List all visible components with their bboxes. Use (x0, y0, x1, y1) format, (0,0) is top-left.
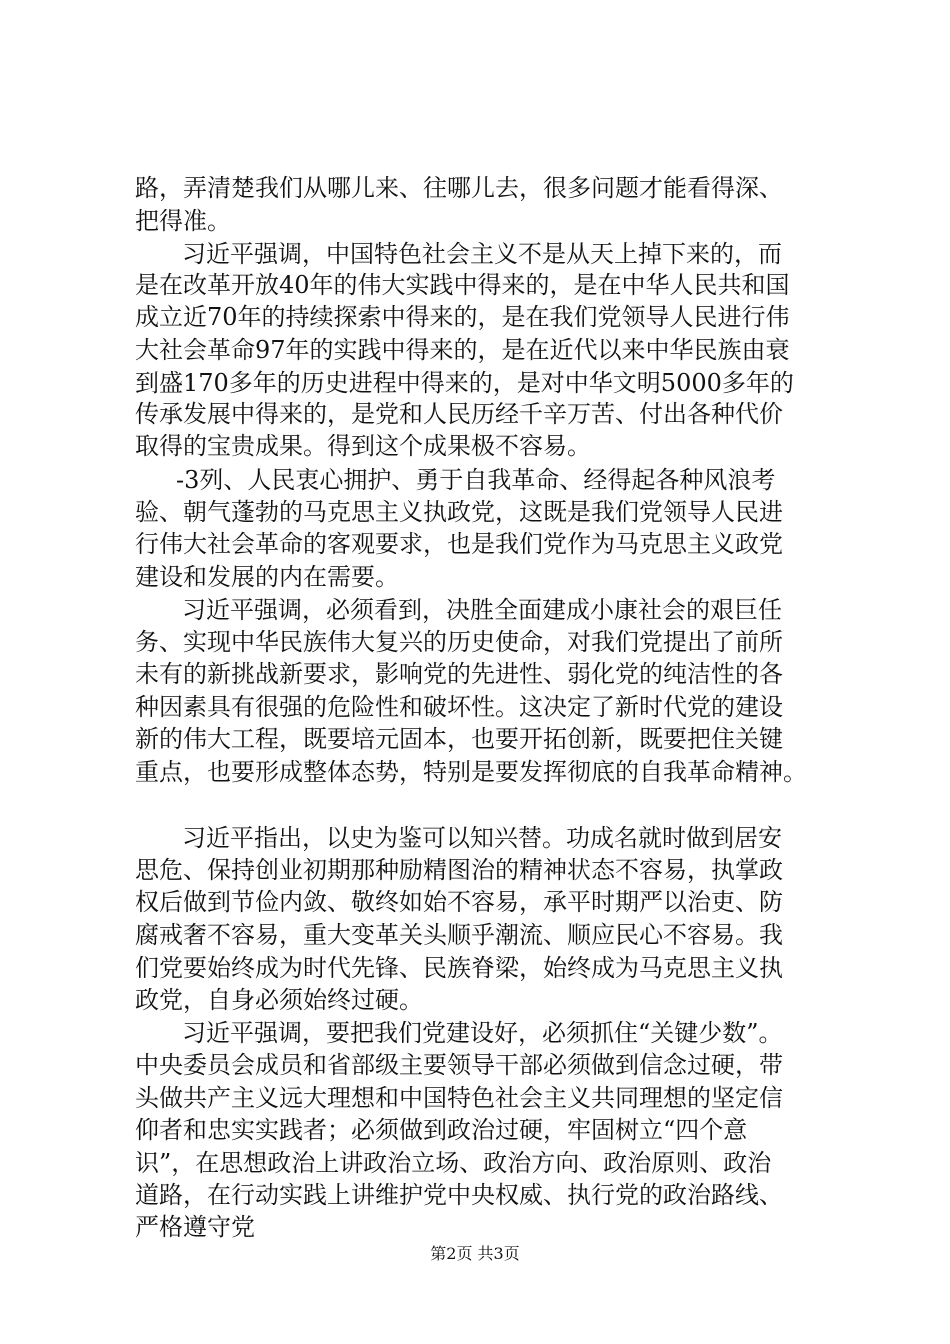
text-line: 路，弄清楚我们从哪儿来、往哪儿去，很多问题才能看得深、 (135, 174, 783, 202)
text-line: -3列、人民衷心拥护、勇于自我革命、经得起各种风浪考 (176, 465, 776, 494)
text-line: 政党，自身必须始终过硬。 (135, 986, 423, 1015)
text-line: 习近平强调，要把我们党建设好，必须抓住“关键少数”。 (182, 1018, 783, 1047)
text-line: 是在改革开放40年的伟大实践中得来的，是在中华人民共和国 (135, 270, 790, 299)
text-line: 严格遵守党 (135, 1213, 255, 1242)
text-line: 大社会革命97年的实践中得来的，是在近代以来中华民族由衰 (135, 336, 790, 365)
text-line: 建设和发展的内在需要。 (135, 562, 399, 591)
text-line: 权后做到节俭内敛、敬终如始不容易，承平时期严以治吏、防 (135, 888, 783, 917)
text-line: 务、实现中华民族伟大复兴的历史使命，对我们党提出了前所 (135, 628, 783, 657)
text-line: 仰者和忠实实践者；必须做到政治过硬，牢固树立“四个意 (135, 1116, 748, 1145)
text-line: 传承发展中得来的，是党和人民历经千辛万苦、付出各种代价 (135, 400, 783, 429)
text-line: 成立近70年的持续探索中得来的，是在我们党领导人民进行伟 (135, 303, 790, 332)
text-line: 到盛170多年的历史进程中得来的，是对中华文明5000多年的 (135, 368, 794, 397)
text-line: 把得准。 (135, 207, 231, 236)
text-line: 们党要始终成为时代先锋、民族脊梁，始终成为马克思主义执 (135, 953, 783, 982)
text-line: 行伟大社会革命的客观要求，也是我们党作为马克思主义政党 (135, 530, 783, 559)
text-line: 取得的宝贵成果。得到这个成果极不容易。 (135, 432, 591, 461)
text-line: 验、朝气蓬勃的马克思主义执政党，这既是我们党领导人民进 (135, 497, 783, 526)
text-line: 习近平强调，必须看到，决胜全面建成小康社会的艰巨任 (182, 595, 782, 624)
text-line: 种因素具有很强的危险性和破坏性。这决定了新时代党的建设 (135, 692, 783, 721)
text-line: 习近平指出，以史为鉴可以知兴替。功成名就时做到居安 (182, 823, 782, 852)
text-line: 习近平强调，中国特色社会主义不是从天上掉下来的，而 (182, 239, 782, 268)
text-line: 头做共产主义远大理想和中国特色社会主义共同理想的坚定信 (135, 1084, 783, 1113)
page-footer: 第2页 共3页 (430, 1244, 520, 1263)
text-line: 新的伟大工程，既要培元固本，也要开拓创新，既要把住关键 (135, 725, 783, 754)
text-line: 道路，在行动实践上讲维护党中央权威、执行党的政治路线、 (135, 1181, 783, 1209)
text-line: 识”，在思想政治上讲政治立场、政治方向、政治原则、政治 (135, 1148, 772, 1177)
text-line: 腐戒奢不容易，重大变革关头顺乎潮流、顺应民心不容易。我 (135, 920, 783, 949)
text-line: 重点，也要形成整体态势，特别是要发挥彻底的自我革命精神。 (135, 758, 807, 787)
text-line: 中央委员会成员和省部级主要领导干部必须做到信念过硬，带 (135, 1050, 783, 1079)
text-line: 思危、保持创业初期那种励精图治的精神状态不容易，执掌政 (135, 856, 783, 885)
text-line: 未有的新挑战新要求，影响党的先进性、弱化党的纯洁性的各 (135, 660, 783, 689)
